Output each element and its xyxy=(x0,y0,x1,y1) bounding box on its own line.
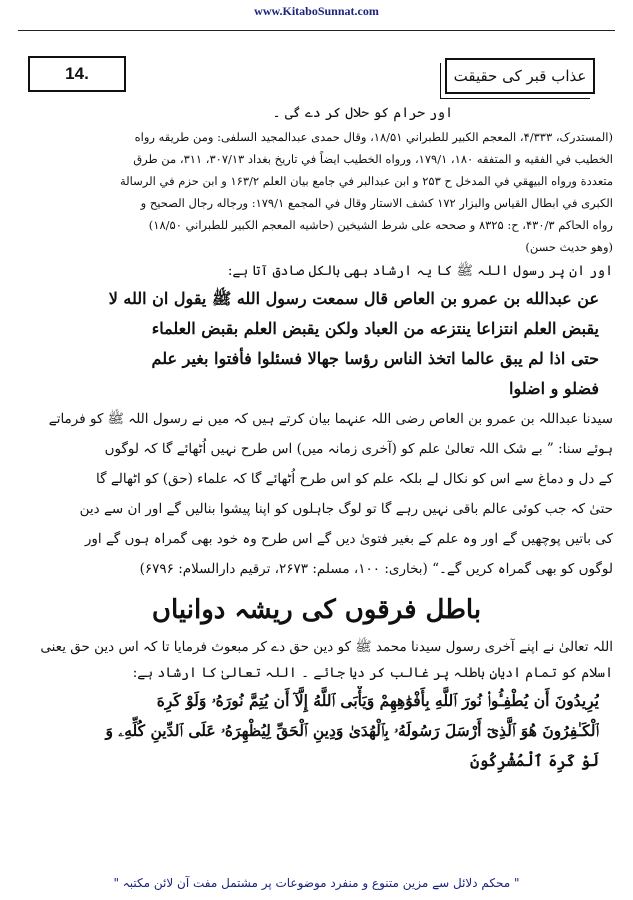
footer-tagline: " محکم دلائل سے مزین متنوع و منفرد موضوعات پر مشتمل مفت آن لائن مکتبہ " xyxy=(113,876,520,890)
page-number: 14 . xyxy=(28,56,126,92)
arabic-line: يقبض العلم انتزاعا ينتزعه من العباد ولكن يقبض العلم بقبض العلماء xyxy=(151,319,599,338)
reference-line: (المستدرک، ۴/۳۳۳، المعجم الكبير للطبراني ۱۸/۵۱، وقال حمدی عبدالمجيد السلفی: ومن طريقه رواه xyxy=(134,130,613,144)
page-title-box xyxy=(445,58,595,94)
paragraph-2 xyxy=(20,634,613,686)
page-body xyxy=(20,100,613,776)
reference-line: الخطيب في الفقيه و المتفقه ۱۸۰، ۱۷۹/۱، ورواه الخطيب ايضاً في تاريخ بغداد ۳۰۷/۱۳، ۳۱۱، من طرق xyxy=(133,152,613,166)
translation-line: حتیٰ کہ جب کوئی عالم باقی نہیں رہے گا تو لوگ جاہلوں کو اپنا پیشوا بنالیں گے اور ان سے دین xyxy=(79,501,613,517)
header-rule xyxy=(18,30,615,31)
arabic-line: حتى اذا لم يبق عالما اتخذ الناس رؤسا جهالا فسئلوا فأفتوا بغير علم xyxy=(151,349,599,368)
quran-line: ٱلْكَـٰفِرُونَ هُوَ ٱلَّذِىٓ أَرْسَلَ رَسُولَهُۥ بِٱلْهُدَىٰ وَدِينِ ٱلْحَقِّ لِيُظْهِرَهُۥ عَلَى ٱلدِّينِ كُلِّهِۦ وَ xyxy=(105,721,599,740)
reference-block xyxy=(20,126,613,258)
urdu-translation xyxy=(20,404,613,584)
translation-line: کے دل و دماغ سے اس کو نکال لے بلکہ علم کو اس طرح اُٹھائے گا کہ علماء (حق) کو اٹھالے گا xyxy=(96,471,613,487)
translation-line: کی باتیں پوچھیں گے اور وہ علم کے بغیر فتویٰ دیں گے اس طرح وہ خود بھی گمراہ ہوں گے اور xyxy=(84,531,613,547)
paragraph-line: اللہ تعالیٰ نے اپنے آخری رسول سیدنا محمد ﷺ کو دین حق دے کر مبعوث فرمایا تا کہ اس دین حق یعنی xyxy=(40,639,613,655)
arabic-hadith xyxy=(20,284,613,404)
page-number-text: 14 xyxy=(65,64,85,83)
reference-line: رواه الحاكم ۴۳۰/۳، ح: ۸۳۲۵ و صححه على شرط الشيخين (حاشيه المعجم الكبير للطبراني ۱۸/۵۰) xyxy=(148,218,613,232)
quran-line: لَوْ كَرِهَ ٱلْمُشْرِكُونَ xyxy=(470,751,599,770)
reference-line: متعددة ورواه البيهقي في المدخل ح ۲۵۳ و ابن عبدالبر في جامع بيان العلم ۱۶۳/۲ و ابن حزم في الرسالة xyxy=(120,174,613,188)
body-line: اور حرام کو حلال کر دے گی ۔ xyxy=(272,105,453,121)
translation-line: لوگوں کو بھی گمراہ کریں گے۔“ (بخاری: ۱۰۰، مسلم: ۲۶۷۳، ترقیم دارالسلام: ۶۷۹۶) xyxy=(139,561,613,577)
hadith-intro: اور ان پر رسول اللہ ﷺ کا یہ ارشاد بھی بالکل صادق آتا ہے: xyxy=(227,263,613,279)
reference-line: الكبرى في ابطال القياس والبزار ۱۷۲ كشف الاستار وقال في المجمع ۱۷۹/۱: ورجاله رجال الصحيح و xyxy=(140,196,613,210)
site-url: www.KitaboSunnat.com xyxy=(254,4,379,18)
translation-line: ہوئے سنا: ” بے شک اللہ تعالیٰ علم کو (آخری زمانہ میں) اس طرح نہیں اُٹھائے گا کہ لوگوں xyxy=(104,441,613,457)
arabic-line: عن عبدالله بن عمرو بن العاص قال سمعت رسول الله ﷺ يقول ان الله لا xyxy=(108,289,599,308)
quran-line: يُرِيدُونَ أَن يُطْفِـُٔوا۟ نُورَ ٱللَّهِ بِأَفْوَٰهِهِمْ وَيَأْبَى ٱللَّهُ إِلَّآ أَن يُتِمَّ نُورَهُۥ وَلَوْ كَرِهَ xyxy=(156,691,599,710)
page-title: عذاب قبر کی حقیقت xyxy=(453,67,587,85)
arabic-line: فضلو و اضلوا xyxy=(509,379,599,398)
quran-verse xyxy=(20,686,613,776)
translation-line: سیدنا عبداللہ بن عمرو بن العاص رضی اللہ عنہما بیان کرتے ہیں کہ میں نے رسول اللہ ﷺ کو فرماتے xyxy=(48,411,613,427)
section-heading: باطل فرقوں کی ریشہ دوانیاں xyxy=(151,595,482,625)
paragraph-line: اسلام کو تمام ادیانِ باطلہ پر غالب کر دیا جائے ۔ اللہ تعالیٰ کا ارشاد ہے: xyxy=(132,665,613,681)
reference-line: (وهو حديث حسن) xyxy=(525,240,613,254)
